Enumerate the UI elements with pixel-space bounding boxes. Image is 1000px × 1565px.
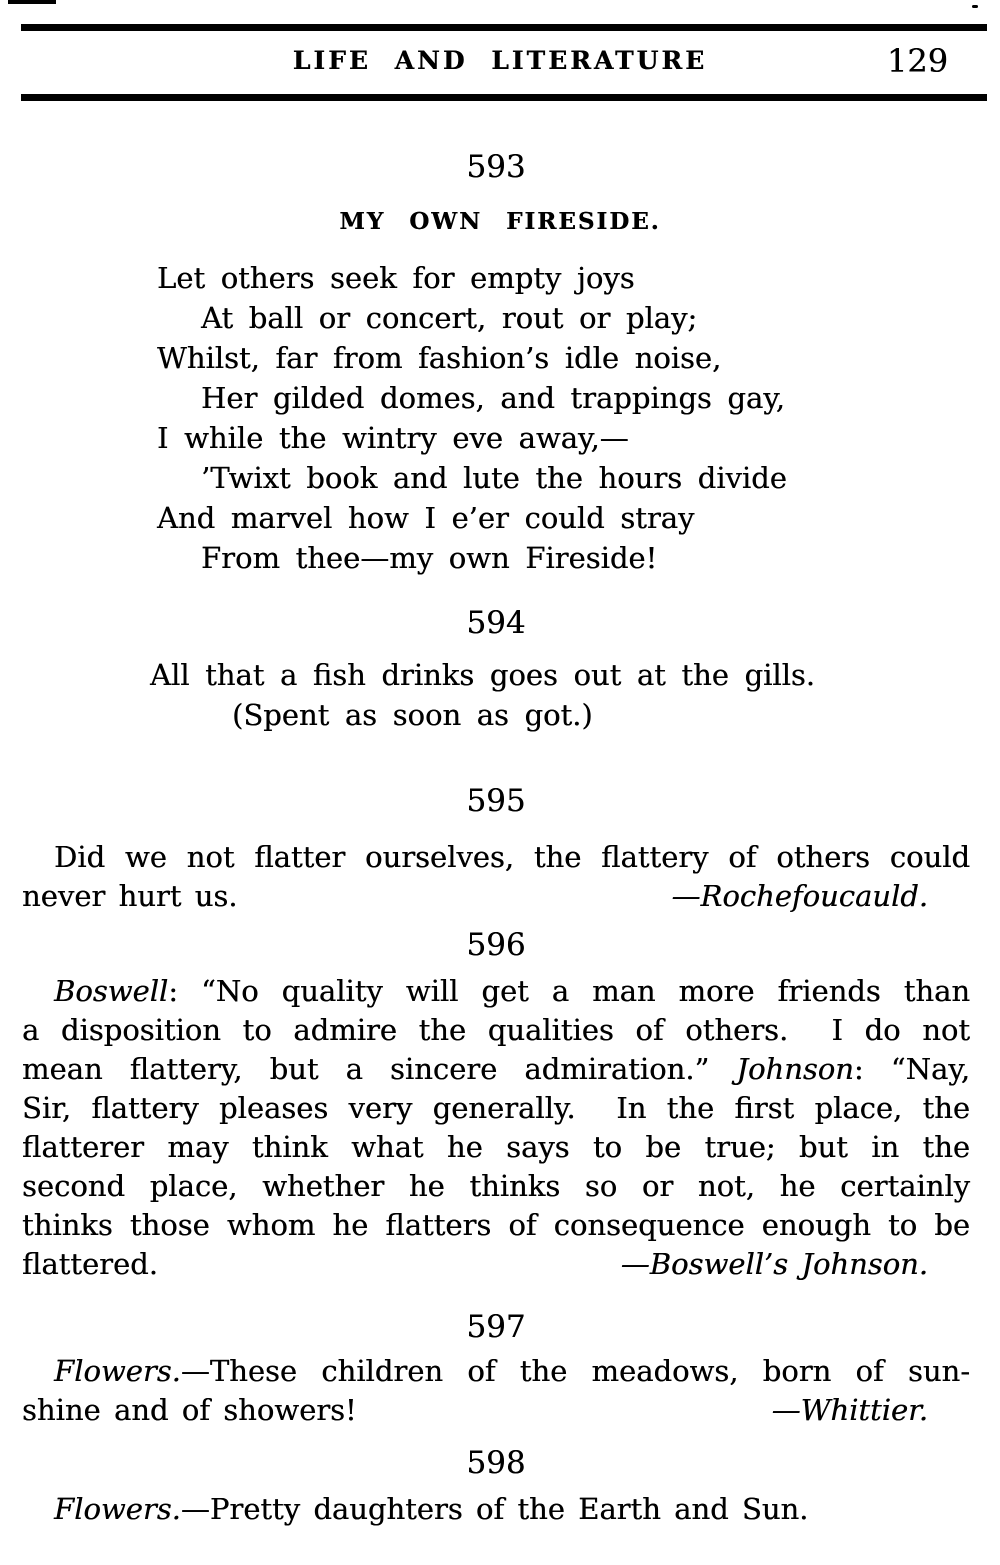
text-line: Sir, flattery pleases very generally. In the first place, the: [22, 1091, 970, 1125]
section-number-597: 597: [466, 1309, 526, 1345]
section-number-596: 596: [466, 927, 526, 963]
text-line: [22, 877, 970, 916]
text-line: flatterer may think what he says to be true; but in the: [22, 1130, 970, 1164]
attribution: —Boswell’s Johnson.: [620, 1247, 928, 1281]
running-header-title: LIFE AND LITERATURE: [292, 46, 708, 75]
page-number: 129: [886, 42, 948, 80]
scan-artifact-top-right: [972, 5, 978, 8]
text-line: [22, 1490, 970, 1529]
text-line: second place, whether he thinks so or not, he certainly: [22, 1169, 970, 1203]
section-number-595: 595: [466, 783, 526, 819]
header-rule-bottom: [21, 94, 987, 101]
quote-598: [22, 1490, 970, 1529]
quote-595: [22, 838, 970, 916]
text-line: [22, 972, 970, 1011]
quote-597: [22, 1352, 970, 1430]
header-rule-top: [21, 24, 987, 31]
scan-artifact-top-left: [8, 0, 56, 4]
text-fragment: flattered.: [22, 1247, 158, 1281]
text-line: [22, 1391, 970, 1430]
text-line: a disposition to admire the qualities of others. I do not: [22, 1013, 970, 1047]
text-line: thinks those whom he flatters of consequence enough to be: [22, 1208, 970, 1242]
text-fragment: shine and of showers!: [22, 1393, 357, 1427]
speaker-name: Johnson: [736, 1052, 854, 1086]
poem-line: Whilst, far from fashion’s idle noise,: [157, 341, 722, 375]
text-line: All that a fish drinks goes out at the gills.: [150, 658, 815, 692]
subject-word: Flowers.: [54, 1354, 181, 1388]
subject-word: Flowers.: [54, 1492, 181, 1526]
poem-line: Let others seek for empty joys: [157, 261, 635, 295]
poem-593: [157, 258, 787, 578]
text-line: Did we not flatter ourselves, the flattery of others could: [54, 840, 970, 874]
poem-line: At ball or concert, rout or play;: [201, 301, 698, 335]
section-number-598: 598: [466, 1445, 526, 1481]
text-line: [22, 1245, 970, 1284]
poem-line: I while the wintry eve away,—: [157, 421, 629, 455]
text-fragment: —These children of the meadows, born of sun-: [180, 1354, 970, 1388]
poem-line: Her gilded domes, and trappings gay,: [201, 381, 785, 415]
speaker-name: Boswell: [54, 974, 169, 1008]
text-fragment: never hurt us.: [22, 879, 238, 913]
text-line: [22, 1352, 970, 1391]
attribution: —Rochefoucauld.: [671, 879, 928, 913]
text-line: [22, 1050, 970, 1089]
poem-title: MY OWN FIRESIDE.: [339, 208, 661, 235]
text-fragment: mean flattery, but a sincere admiration.”: [22, 1052, 737, 1086]
text-fragment: : “No quality will get a man more friends than: [168, 974, 970, 1008]
text-line: (Spent as soon as got.): [232, 698, 593, 732]
text-fragment: —Pretty daughters of the Earth and Sun.: [180, 1492, 809, 1526]
section-number-593: 593: [466, 149, 526, 185]
poem-line: From thee—my own Fireside!: [201, 541, 658, 575]
section-number-594: 594: [466, 605, 526, 641]
poem-line: ’Twixt book and lute the hours divide: [201, 461, 787, 495]
text-fragment: : “Nay,: [853, 1052, 970, 1086]
poem-line: And marvel how I e’er could stray: [157, 501, 695, 535]
quote-596: [22, 972, 970, 1284]
attribution: —Whittier.: [771, 1393, 928, 1427]
